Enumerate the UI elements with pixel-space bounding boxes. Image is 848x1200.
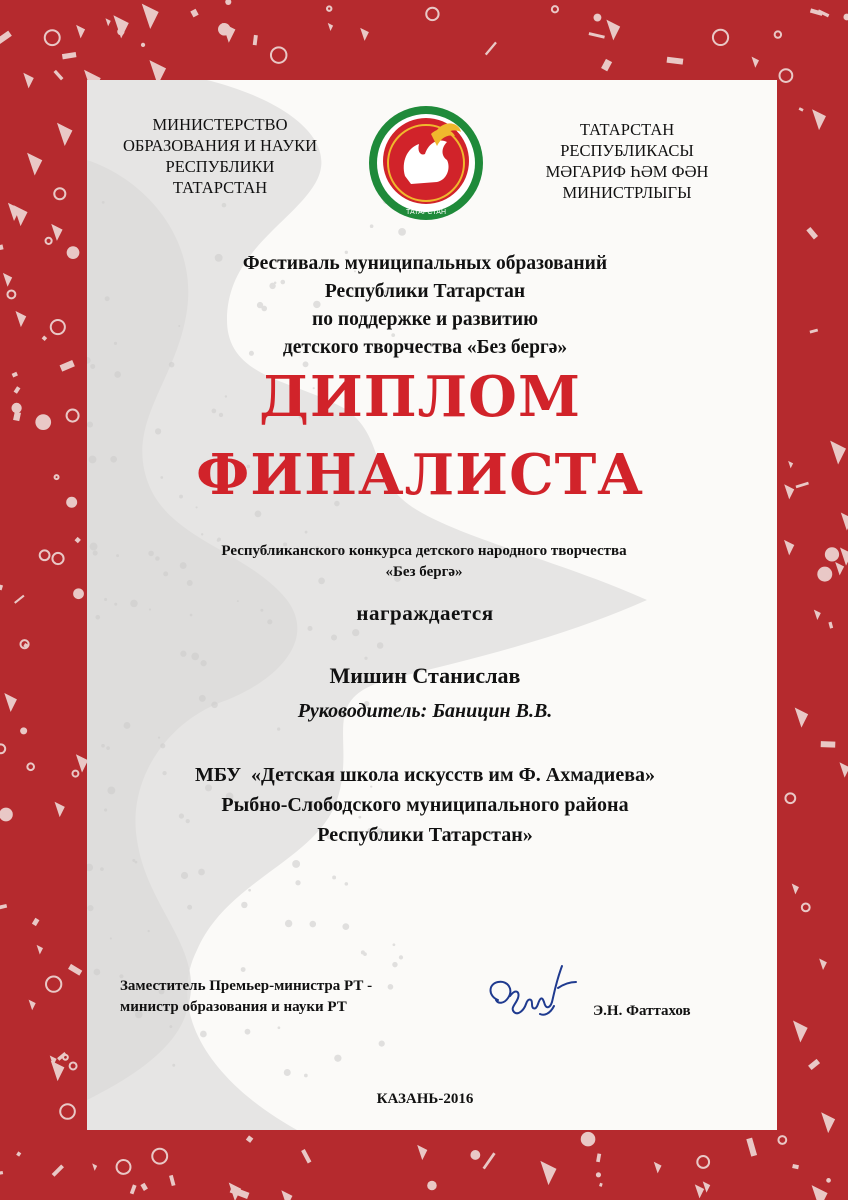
swirl-ornament-dot <box>93 550 98 555</box>
swirl-ornament-dot <box>104 808 107 811</box>
swirl-ornament-dot <box>95 615 100 620</box>
festival-line: Фестиваль муниципальных образований <box>242 253 608 274</box>
swirl-ornament-dot <box>158 736 160 738</box>
swirl-ornament-dot <box>187 905 192 910</box>
ministry-tt-line: МИНИСТРЛЫГЫ <box>562 183 692 202</box>
swirl-ornament-dot <box>332 875 336 879</box>
swirl-ornament-dot <box>110 937 112 939</box>
swirl-ornament-dot <box>352 629 359 636</box>
ministry-ru-line: РЕСПУБЛИКИ <box>165 157 275 176</box>
festival-title <box>170 250 680 362</box>
swirl-ornament-dot <box>116 554 119 557</box>
org-line: Республики Татарстан» <box>317 824 533 846</box>
swirl-ornament-dot <box>114 342 117 345</box>
swirl-ornament-dot <box>388 984 394 990</box>
frame-ornament <box>593 14 601 22</box>
recipient-name: Мишин Станислав <box>329 663 521 688</box>
frame-ornament <box>73 588 84 599</box>
swirl-ornament-dot <box>248 889 251 892</box>
swirl-ornament-dot <box>101 744 105 748</box>
frame-ornament <box>821 741 836 747</box>
swirl-ornament-dot <box>399 955 403 959</box>
swirl-ornament-dot <box>169 362 175 368</box>
swirl-ornament-dot <box>160 743 165 748</box>
frame-ornament <box>825 547 839 561</box>
swirl-ornament-dot <box>198 869 205 876</box>
swirl-ornament-dot <box>114 603 117 606</box>
frame-ornament <box>581 1132 596 1147</box>
swirl-ornament-dot <box>200 1031 207 1038</box>
contest-line: «Без бергә» <box>385 564 463 580</box>
frame-ornament <box>66 497 77 508</box>
swirl-ornament-dot <box>110 456 117 463</box>
swirl-ornament-dot <box>90 364 95 369</box>
frame-ornament <box>470 1150 480 1160</box>
swirl-ornament-dot <box>130 600 138 608</box>
swirl-ornament-dot <box>241 902 247 908</box>
ministry-tt-line: ТАТАРСТАН <box>579 120 675 139</box>
contest-line: Республиканского конкурса детского народного творчества <box>221 543 627 559</box>
swirl-ornament-dot <box>309 921 316 928</box>
swirl-ornament-dot <box>181 872 188 879</box>
emblem-label: ТАТАРСТАН <box>405 209 447 216</box>
swirl-ornament-dot <box>345 882 349 886</box>
ministry-header-russian <box>100 114 340 198</box>
swirl-ornament-dot <box>331 635 337 641</box>
swirl-ornament-dot <box>361 950 365 954</box>
frame-ornament <box>826 1178 831 1183</box>
swirl-ornament-dot <box>307 626 312 631</box>
swirl-ornament-dot <box>295 880 300 885</box>
swirl-ornament-dot <box>222 203 227 208</box>
ministry-ru-line: ОБРАЗОВАНИЯ И НАУКИ <box>122 136 317 155</box>
swirl-ornament-dot <box>278 1026 281 1029</box>
org-line: МБУ «Детская школа искусств им Ф. Ахмадиева» <box>194 764 656 786</box>
swirl-ornament-dot <box>255 510 262 517</box>
swirl-ornament-dot <box>201 533 203 535</box>
ministry-header-tatar <box>512 119 742 203</box>
signer-title-line: Заместитель Премьер-министра РТ - <box>120 978 373 994</box>
swirl-ornament-dot <box>342 923 349 930</box>
org-line: Рыбно-Слободского муниципального района <box>221 794 629 816</box>
awarded-label: награждается <box>356 601 494 625</box>
swirl-ornament-dot <box>191 653 199 661</box>
swirl-ornament-dot <box>87 905 93 911</box>
swirl-ornament-dot <box>104 598 107 601</box>
swirl-ornament-dot <box>132 859 135 862</box>
swirl-ornament-dot <box>241 967 246 972</box>
swirl-ornament-dot <box>398 228 406 236</box>
swirl-ornament-dot <box>364 657 367 660</box>
swirl-ornament-dot <box>124 722 131 729</box>
organization-name <box>110 760 740 850</box>
frame-ornament <box>11 403 21 413</box>
swirl-ornament-dot <box>180 651 186 657</box>
signer-name: Э.Н. Фаттахов <box>593 1003 691 1019</box>
leader-name: Руководитель: Баницин В.В. <box>297 700 553 722</box>
city-year: КАЗАНЬ-2016 <box>376 1091 474 1107</box>
frame-ornament <box>35 414 51 430</box>
swirl-ornament-dot <box>284 1069 291 1076</box>
frame-ornament <box>117 28 124 35</box>
swirl-ornament-dot <box>190 614 193 617</box>
swirl-ornament-dot <box>393 943 396 946</box>
swirl-ornament-dot <box>237 600 239 602</box>
festival-line: детского творчества «Без бергә» <box>282 337 568 358</box>
ministry-tt-line: РЕСПУБЛИКАСЫ <box>560 141 694 160</box>
frame-ornament <box>817 567 832 582</box>
tatarstan-coat-of-arms-icon <box>367 104 485 222</box>
frame-ornament <box>596 1172 601 1177</box>
swirl-ornament-dot <box>155 428 161 434</box>
swirl-ornament-dot <box>106 746 110 750</box>
swirl-ornament-dot <box>334 1055 341 1062</box>
signer-title-line: министр образования и науки РТ <box>120 999 347 1015</box>
swirl-ornament-dot <box>89 455 97 463</box>
swirl-ornament-dot <box>277 727 280 730</box>
signer-title <box>120 976 372 1018</box>
swirl-ornament-dot <box>149 608 151 610</box>
ministry-ru-line: ТАТАРСТАН <box>172 178 268 197</box>
swirl-ornament-dot <box>87 421 93 427</box>
swirl-ornament-dot <box>148 930 150 932</box>
swirl-ornament-dot <box>245 1029 251 1035</box>
swirl-ornament-dot <box>379 1041 385 1047</box>
frame-ornament <box>67 246 80 259</box>
swirl-ornament-dot <box>105 296 110 301</box>
frame-ornament <box>20 727 27 734</box>
swirl-ornament-dot <box>94 969 101 976</box>
swirl-ornament-dot <box>305 531 308 534</box>
swirl-ornament-dot <box>304 1074 308 1078</box>
ministry-tt-line: МӘГАРИФ ҺӘМ ФӘН <box>545 162 709 181</box>
diploma-heading-line-1: ДИПЛОМ <box>259 364 581 430</box>
swirl-ornament-dot <box>100 867 104 871</box>
frame-ornament <box>62 129 67 134</box>
swirl-ornament-dot <box>370 224 374 228</box>
ministry-ru-line: МИНИСТЕРСТВО <box>152 115 288 134</box>
handwritten-signature <box>480 958 590 1038</box>
swirl-ornament-dot <box>172 1064 175 1067</box>
contest-title <box>150 541 698 583</box>
swirl-ornament-dot <box>285 920 292 927</box>
swirl-ornament-dot <box>102 201 105 204</box>
festival-line: Республики Татарстан <box>324 281 526 302</box>
swirl-ornament-dot <box>90 543 98 551</box>
frame-ornament <box>141 43 145 47</box>
swirl-ornament-dot <box>377 642 384 649</box>
swirl-ornament-dot <box>292 860 300 868</box>
frame-ornament <box>427 1181 437 1191</box>
swirl-ornament-dot <box>392 962 397 967</box>
swirl-ornament-dot <box>114 371 121 378</box>
swirl-ornament-dot <box>169 1025 172 1028</box>
diploma-heading-line-2: ФИНАЛИСТА <box>196 442 644 508</box>
festival-line: по поддержке и развитию <box>312 309 538 330</box>
